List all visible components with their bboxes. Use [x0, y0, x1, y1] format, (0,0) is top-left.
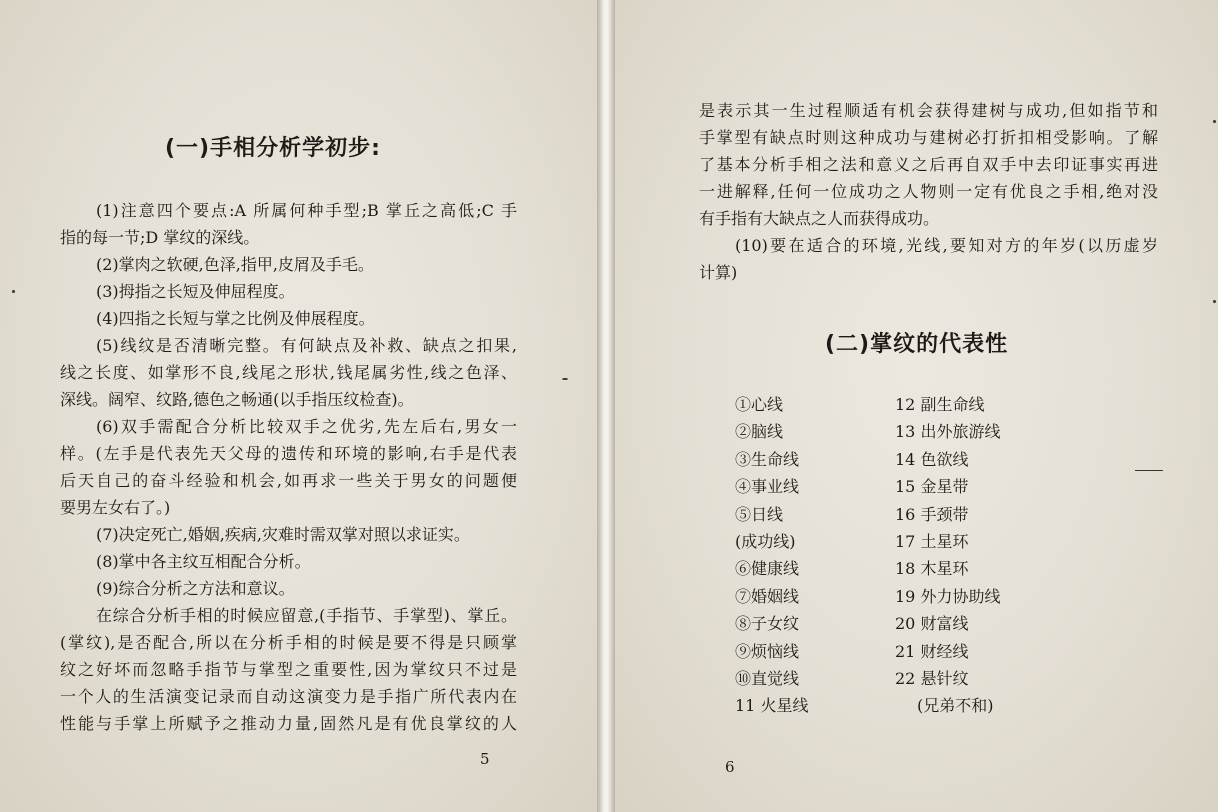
text-line: 深线。阔窄、纹路,德色之畅通(以手指压纹检查)。 — [60, 390, 414, 409]
text-line: 性能与手掌上所赋予之推动力量,固然凡是有优良掌纹的人 — [60, 714, 517, 733]
text-line: 在综合分析手相的时候应留意,(手指节、手掌型)、掌丘。 — [96, 606, 517, 625]
palm-line-item: ④事业线 — [735, 477, 800, 497]
palm-line-item: 17 土星环 — [895, 531, 969, 551]
text-line: (9)综合分析之方法和意议。 — [96, 579, 295, 598]
text-line: 一进解释,任何一位成功之人物则一定有优良之手相,绝对没 — [699, 182, 1158, 201]
text-line: 样。(左手是代表先天父母的遗传和环境的影响,右手是代表 — [60, 444, 517, 463]
palm-line-item: 16 手颈带 — [895, 504, 969, 524]
palm-line-item: ①心线 — [735, 395, 784, 414]
text-line: 手掌型有缺点时则这种成功与建树必打折扣相受影响。了解 — [699, 128, 1158, 147]
text-line: 纹之好坏而忽略手指节与掌型之重要性,因为掌纹只不过是 — [60, 660, 517, 679]
palm-line-item: ⑦婚姻线 — [735, 586, 800, 606]
palm-line-item: 21 财经线 — [895, 641, 969, 661]
right-page — [615, 0, 1218, 812]
palm-line-item: ⑨烦恼线 — [735, 641, 800, 661]
text-line: 指的每一节;D 掌纹的深线。 — [60, 228, 260, 247]
text-line: (1)注意四个要点:A 所属何种手型;B 掌丘之高低;C 手 — [96, 201, 517, 220]
text-line: 一个人的生活演变记录而自动这演变力是手指广所代表内在 — [60, 687, 517, 706]
scan-speck — [1213, 120, 1216, 123]
palm-line-item: 14 色欲线 — [895, 449, 969, 469]
right-page-number: 6 — [725, 758, 735, 776]
text-line: (4)四指之长短与掌之比例及伸展程度。 — [96, 309, 375, 328]
palm-line-item: 12 副生命线 — [895, 395, 985, 414]
left-page-number: 5 — [480, 750, 490, 768]
text-line: 线之长度、如掌形不良,线尾之形状,钱尾属劣性,线之色泽、 — [60, 363, 517, 382]
text-line: (5)线纹是否清晰完整。有何缺点及补救、缺点之扣果, — [96, 336, 517, 355]
palm-line-item: ⑥健康线 — [735, 559, 800, 579]
palm-line-item: 20 财富线 — [895, 614, 969, 634]
palm-line-item: (兄弟不和) — [917, 696, 994, 716]
text-line: 是表示其一生过程顺适有机会获得建树与成功,但如指节和 — [699, 101, 1158, 120]
scan-speck — [1135, 470, 1163, 471]
text-line: (8)掌中各主纹互相配合分析。 — [96, 552, 311, 571]
book-gutter — [597, 0, 615, 812]
palm-line-item: 19 外力协助线 — [895, 586, 1001, 606]
palm-line-item: 15 金星带 — [895, 477, 969, 497]
palm-line-item: 13 出外旅游线 — [895, 422, 1001, 442]
text-line: 有手指有大缺点之人而获得成功。 — [699, 209, 940, 228]
text-line: (10)要在适合的环境,光线,要知对方的年岁(以历虚岁 — [735, 236, 1158, 255]
text-line: 计算) — [699, 263, 738, 282]
palm-lines-list-right — [895, 391, 1000, 720]
text-line: (6)双手需配合分析比较双手之优劣,先左后右,男女一 — [96, 417, 517, 436]
palm-line-item: ③生命线 — [735, 449, 800, 469]
text-line: 要男左女右了。) — [60, 498, 171, 517]
left-page-heading: (一)手相分析学初步: — [165, 136, 381, 161]
palm-line-item: 22 悬针纹 — [895, 668, 969, 688]
palm-line-item: ⑤日线 — [735, 504, 784, 524]
palm-line-item: ②脑线 — [735, 422, 784, 442]
right-page-body — [699, 97, 1158, 286]
palm-lines-list-left — [735, 391, 808, 720]
left-page-body — [60, 197, 517, 737]
text-line: (掌纹),是否配合,所以在分析手相的时候是要不得是只顾掌 — [60, 633, 517, 652]
right-page-heading: (二)掌纹的代表性 — [825, 332, 1009, 357]
text-line: (7)决定死亡,婚姻,疾病,灾难时需双掌对照以求证实。 — [96, 525, 470, 544]
scan-speck — [562, 378, 568, 380]
palm-line-item: ⑧子女纹 — [735, 614, 800, 634]
text-line: (2)掌肉之软硬,色泽,指甲,皮屑及手毛。 — [96, 255, 374, 274]
text-line: (3)拇指之长短及伸屈程度。 — [96, 282, 295, 301]
palm-line-item: 18 木星环 — [895, 559, 969, 579]
left-page — [0, 0, 597, 812]
scan-speck — [12, 290, 15, 293]
palm-line-item: (成功线) — [735, 531, 796, 551]
palm-line-item: 11 火星线 — [735, 696, 809, 716]
text-line: 后天自己的奋斗经验和机会,如再求一些关于男女的问题便 — [60, 471, 517, 490]
palm-line-item: ⑩直觉线 — [735, 668, 800, 688]
scan-speck — [1213, 300, 1216, 303]
text-line: 了基本分析手相之法和意义之后再自双手中去印证事实再进 — [699, 155, 1158, 174]
